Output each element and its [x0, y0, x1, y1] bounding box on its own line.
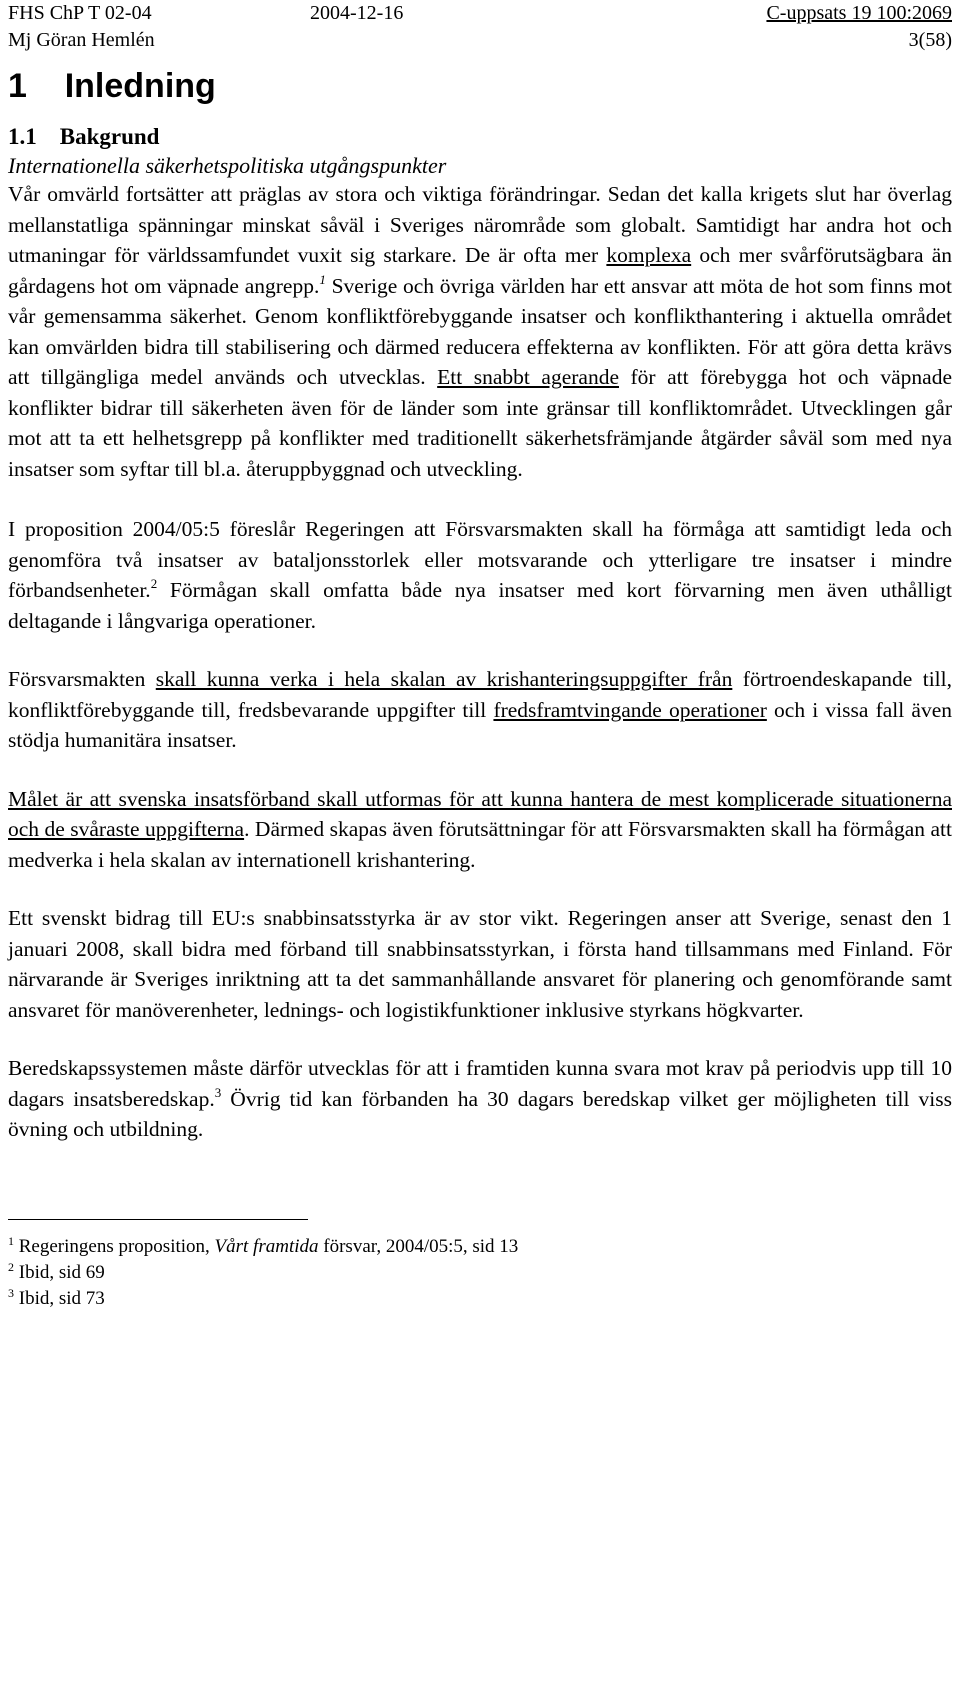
author: Mj Göran Hemlén — [8, 29, 155, 51]
paragraph-4: Målet är att svenska insatsförband skall utformas för att kunna hantera de mest komplicerade situationerna och de svåraste uppgifterna. Därmed skapas även förutsättningar för att Försvarsmakten skall ha förmågan att medverka i hela skalan av internationell krishantering. — [8, 786, 952, 872]
footnote-ref-1: 1 — [319, 271, 326, 287]
doc-id: FHS ChP T 02-04 — [8, 2, 152, 24]
course-code: C-uppsats 19 100:2069 — [766, 2, 952, 24]
footnote-ref-3: 3 — [214, 1084, 222, 1100]
section-heading: 1.1 Bakgrund — [8, 124, 160, 149]
page-number: 3(58) — [908, 29, 952, 51]
footnote-3: $^3$ Ibid, sid 73 — [8, 1285, 105, 1309]
footnote-1: $^1$ Regeringens proposition, Vårt framtida försvar, 2004/05:5, sid 13 — [8, 1233, 519, 1257]
paragraph-1: Vår omvärld fortsätter att präglas av stora och viktiga förändringar. Sedan det kalla krigets slut har överlag mellanstatliga spänningar minskat såväl i Sveriges närområde som globalt. Samtidigt har andra hot och utmaningar för världssamfundet vuxit sig starkare. De är ofta mer komplexa och mer svårförutsägbara än gårdagens hot om väpnade angrepp.$^1$ Sverige och övriga världen har ett ansvar att möta de hot som finns mot vår gemensamma säkerhet. Genom konfliktförebyggande insatser och konflikthantering i aktuella området kan omvärlden bidra till stabilisering och därmed reducera effekterna av konflikten. För att göra detta krävs att tillgängliga medel används och utvecklas. Ett snabbt agerande för att förebygga hot och väpnade konflikter bidrar till säkerheten även för de länder som inte gränsar till konfliktområdet. Utvecklingen går mot att ta ett helhetsgrepp på konflikter med traditionellt säkerhetsfrämjande åtgärder såväl som med nya insatser som syftar till bl.a. återuppbyggnad och utveckling. — [8, 182, 952, 481]
paragraph-5: Ett svenskt bidrag till EU:s snabbinsatsstyrka är av stor vikt. Regeringen anser att Sverige, senast den 1 januari 2008, skall bidra med förband till snabbinsatsstyrkan, i första hand tillsammans med Finland. För närvarande är Sveriges inriktning att ta det sammanhållande ansvaret för planering och genomförande samt ansvaret för manöverenheter, lednings- och logistikfunktioner inklusive styrkans högkvarter. — [8, 906, 952, 1022]
footnote-2: $^2$ Ibid, sid 69 — [8, 1259, 105, 1283]
running-header-line-2 — [8, 27, 952, 54]
doc-date: 2004-12-16 — [310, 2, 404, 24]
footnote-separator — [8, 1219, 308, 1220]
footnote-ref-2: 2 — [150, 576, 158, 591]
running-header-line-1 — [8, 0, 952, 27]
section-subtitle: Internationella säkerhetspolitiska utgångspunkter — [8, 153, 447, 178]
chapter-heading: 1 Inledning — [8, 67, 216, 105]
paragraph-6: Beredskapssystemen måste därför utvecklas för att i framtiden kunna svara mot krav på periodvis upp till 10 dagars insatsberedskap.$^3$ Övrig tid kan förbanden ha 30 dagars beredskap vilket ger möjligheten till viss övning och utbildning. — [8, 1056, 952, 1141]
paragraph-3: Försvarsmakten skall kunna verka i hela skalan av krishanteringsuppgifter från förtroendeskapande till, konfliktförebyggande till, fredsbevarande uppgifter till fredsframtvingande operationer och i vissa fall även stödja humanitära insatser. — [8, 667, 952, 752]
paragraph-2: I proposition 2004/05:5 föreslår Regeringen att Försvarsmakten skall ha förmåga att samtidigt leda och genomföra två insatser av bataljonsstorlek eller motsvarande och ytterligare tre insatser i mindre förbandsenheter.$^2$ Förmågan skall omfatta både nya insatser med kort förvarning men även uthålligt deltagande i långvariga operationer. — [8, 517, 952, 633]
